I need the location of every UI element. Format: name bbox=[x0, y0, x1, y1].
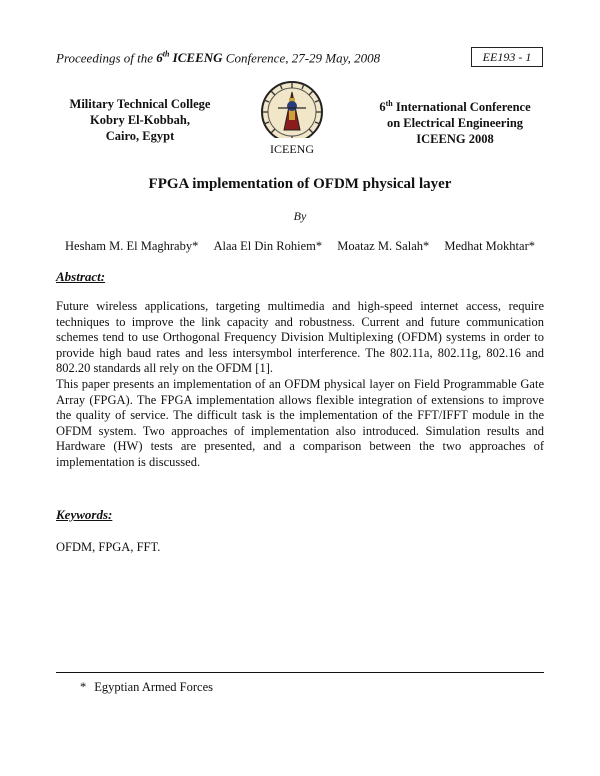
affiliation-left-line1: Military Technical College bbox=[69, 97, 211, 111]
affiliation-right-line3: ICEENG 2008 bbox=[416, 132, 494, 147]
by-label: By bbox=[293, 209, 307, 223]
author: Medhat Mokhtar* bbox=[444, 239, 535, 253]
edition-suffix: th bbox=[162, 50, 170, 59]
affiliation-left-line2: Kobry El-Kobbah, bbox=[89, 113, 191, 127]
affiliation-right-line1 bbox=[355, 96, 555, 115]
conference-acronym: ICEENG bbox=[172, 50, 223, 66]
author: Hesham M. El Maghraby* bbox=[65, 239, 199, 253]
keywords-text: OFDM, FPGA, FFT. bbox=[56, 540, 161, 554]
abstract-heading: Abstract: bbox=[56, 269, 106, 284]
abstract-paragraph-2: This paper presents an implementation of an OFDM physical layer on Field Programmable Gate Array (FPGA). The FPGA implementation allows flexible integration of extensions to improve the quality of service. The difficult task is the implementation of the FFT/IFFT module in the OFDM system. Two approaches of implementation also introduced. Simulation results and Hardware (HW) tests are presented, and a comparison between the two approaches of implementation is discussed. bbox=[56, 377, 544, 469]
edition-suffix-right: th bbox=[385, 99, 393, 108]
abstract-paragraph-1: Future wireless applications, targeting multimedia and high-speed internet access, require techniques to improve the link capacity and robustness. Current and future communication schemes tend to use Orthogonal Frequency Division Multiplexing (OFDM) systems in order to provide high baud rates and less intersymbol interference. The 802.11a, 802.11g, 802.16 and 802.20 standards all rely on the OFDM [1]. bbox=[56, 299, 544, 375]
footnote-text: Egyptian Armed Forces bbox=[94, 680, 213, 694]
proceedings-prefix: Proceedings of the bbox=[56, 50, 153, 66]
proceedings-line bbox=[56, 50, 380, 66]
conference-name: International Conference bbox=[395, 100, 531, 115]
logo-label: ICEENG bbox=[270, 142, 314, 156]
proceedings-suffix: Conference, 27-29 May, 2008 bbox=[225, 50, 381, 66]
affiliation-right bbox=[355, 96, 555, 147]
footnote-mark: * bbox=[80, 680, 87, 694]
affiliation-left-line3: Cairo, Egypt bbox=[105, 129, 175, 143]
paper-title: FPGA implementation of OFDM physical layer bbox=[148, 176, 452, 192]
author: Moataz M. Salah* bbox=[337, 239, 430, 253]
footnote-divider bbox=[56, 672, 544, 673]
paper-code-box: EE193 - 1 bbox=[471, 47, 543, 67]
keywords-heading: Keywords: bbox=[56, 507, 113, 522]
edition-number-right: 6 bbox=[379, 100, 386, 115]
affiliation-left bbox=[40, 96, 240, 144]
author-list bbox=[0, 239, 600, 254]
edition-number: 6 bbox=[156, 50, 163, 66]
author: Alaa El Din Rohiem* bbox=[213, 239, 323, 253]
footnote bbox=[80, 680, 213, 695]
affiliation-right-line2: on Electrical Engineering bbox=[386, 116, 524, 131]
iceeng-logo bbox=[258, 80, 326, 158]
